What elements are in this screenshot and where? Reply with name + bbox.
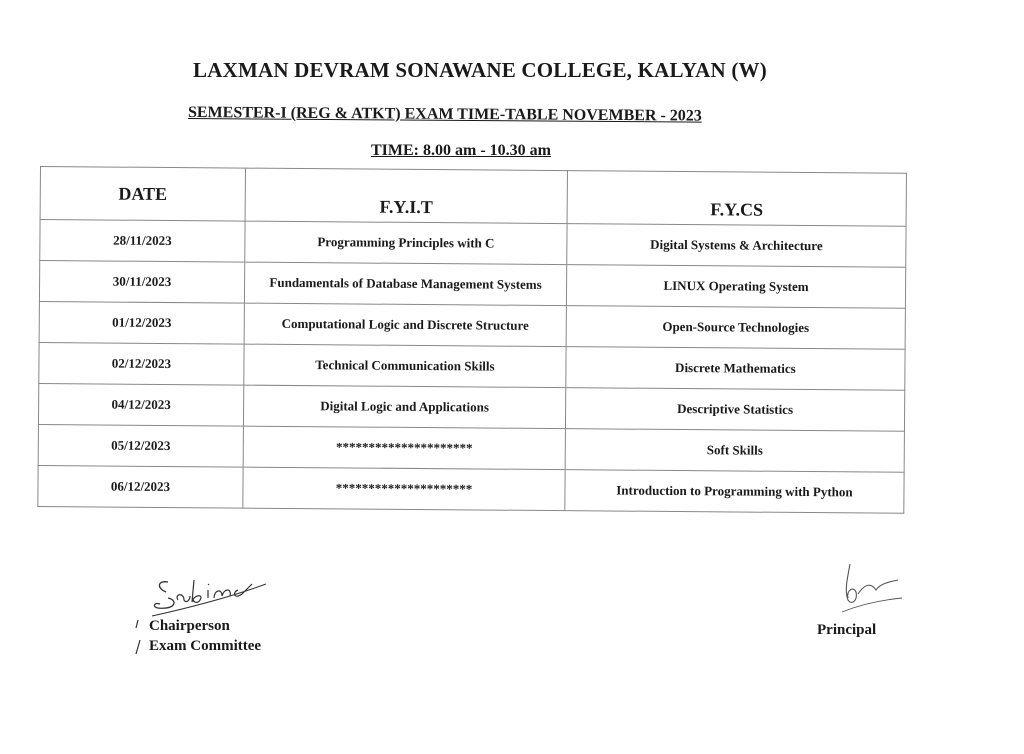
chairperson-signature [148,570,268,620]
cell-fyit: ********************* [243,426,565,470]
cell-fyit: Programming Principles with C [245,221,567,265]
table-row [39,301,905,349]
table-row [38,424,904,472]
cell-date: 28/11/2023 [40,220,245,263]
cell-date: 06/12/2023 [38,465,243,508]
timetable-container [37,166,908,521]
cell-date: 01/12/2023 [39,301,244,344]
cell-date: 04/12/2023 [38,383,243,426]
cell-fyit: Fundamentals of Database Management Systems [244,262,566,306]
cell-fycs: LINUX Operating System [566,265,905,309]
exam-timetable [37,166,907,514]
cell-fycs: Open-Source Technologies [566,306,905,350]
exam-committee-label: Exam Committee [149,638,262,654]
table-row [38,465,904,513]
principal-label: Principal [817,622,877,638]
principal-signature [836,560,916,622]
cell-date: 30/11/2023 [39,261,244,304]
cell-fycs: Digital Systems & Architecture [567,224,906,268]
table-row [39,261,905,309]
cell-fyit: ********************* [243,467,565,511]
cell-fycs: Discrete Mathematics [566,347,905,391]
header-date: DATE [40,167,245,222]
table-row [40,220,906,268]
cell-fycs: Introduction to Programming with Python [565,470,904,514]
cell-fyit: Computational Logic and Discrete Structure [244,303,566,347]
table-row [38,383,904,431]
cell-date: 02/12/2023 [39,342,244,385]
table-row [39,342,905,390]
header-fycs: F.Y.CS [567,171,906,227]
cell-fycs: Descriptive Statistics [565,388,904,432]
table-header-row [40,167,906,227]
cell-fyit: Technical Communication Skills [244,344,566,388]
header-fyit: F.Y.I.T [245,168,567,224]
exam-subtitle: SEMESTER-I (REG & ATKT) EXAM TIME-TABLE NOVEMBER - 2023 [187,104,702,125]
chairperson-label: Chairperson [149,618,230,634]
cell-date: 05/12/2023 [38,424,243,467]
exam-time: TIME: 8.00 am - 10.30 am [371,142,551,159]
cell-fyit: Digital Logic and Applications [243,385,565,429]
margin-mark [134,618,148,658]
cell-fycs: Soft Skills [565,429,904,473]
college-title: LAXMAN DEVRAM SONAWANE COLLEGE, KALYAN (W) [193,58,767,82]
